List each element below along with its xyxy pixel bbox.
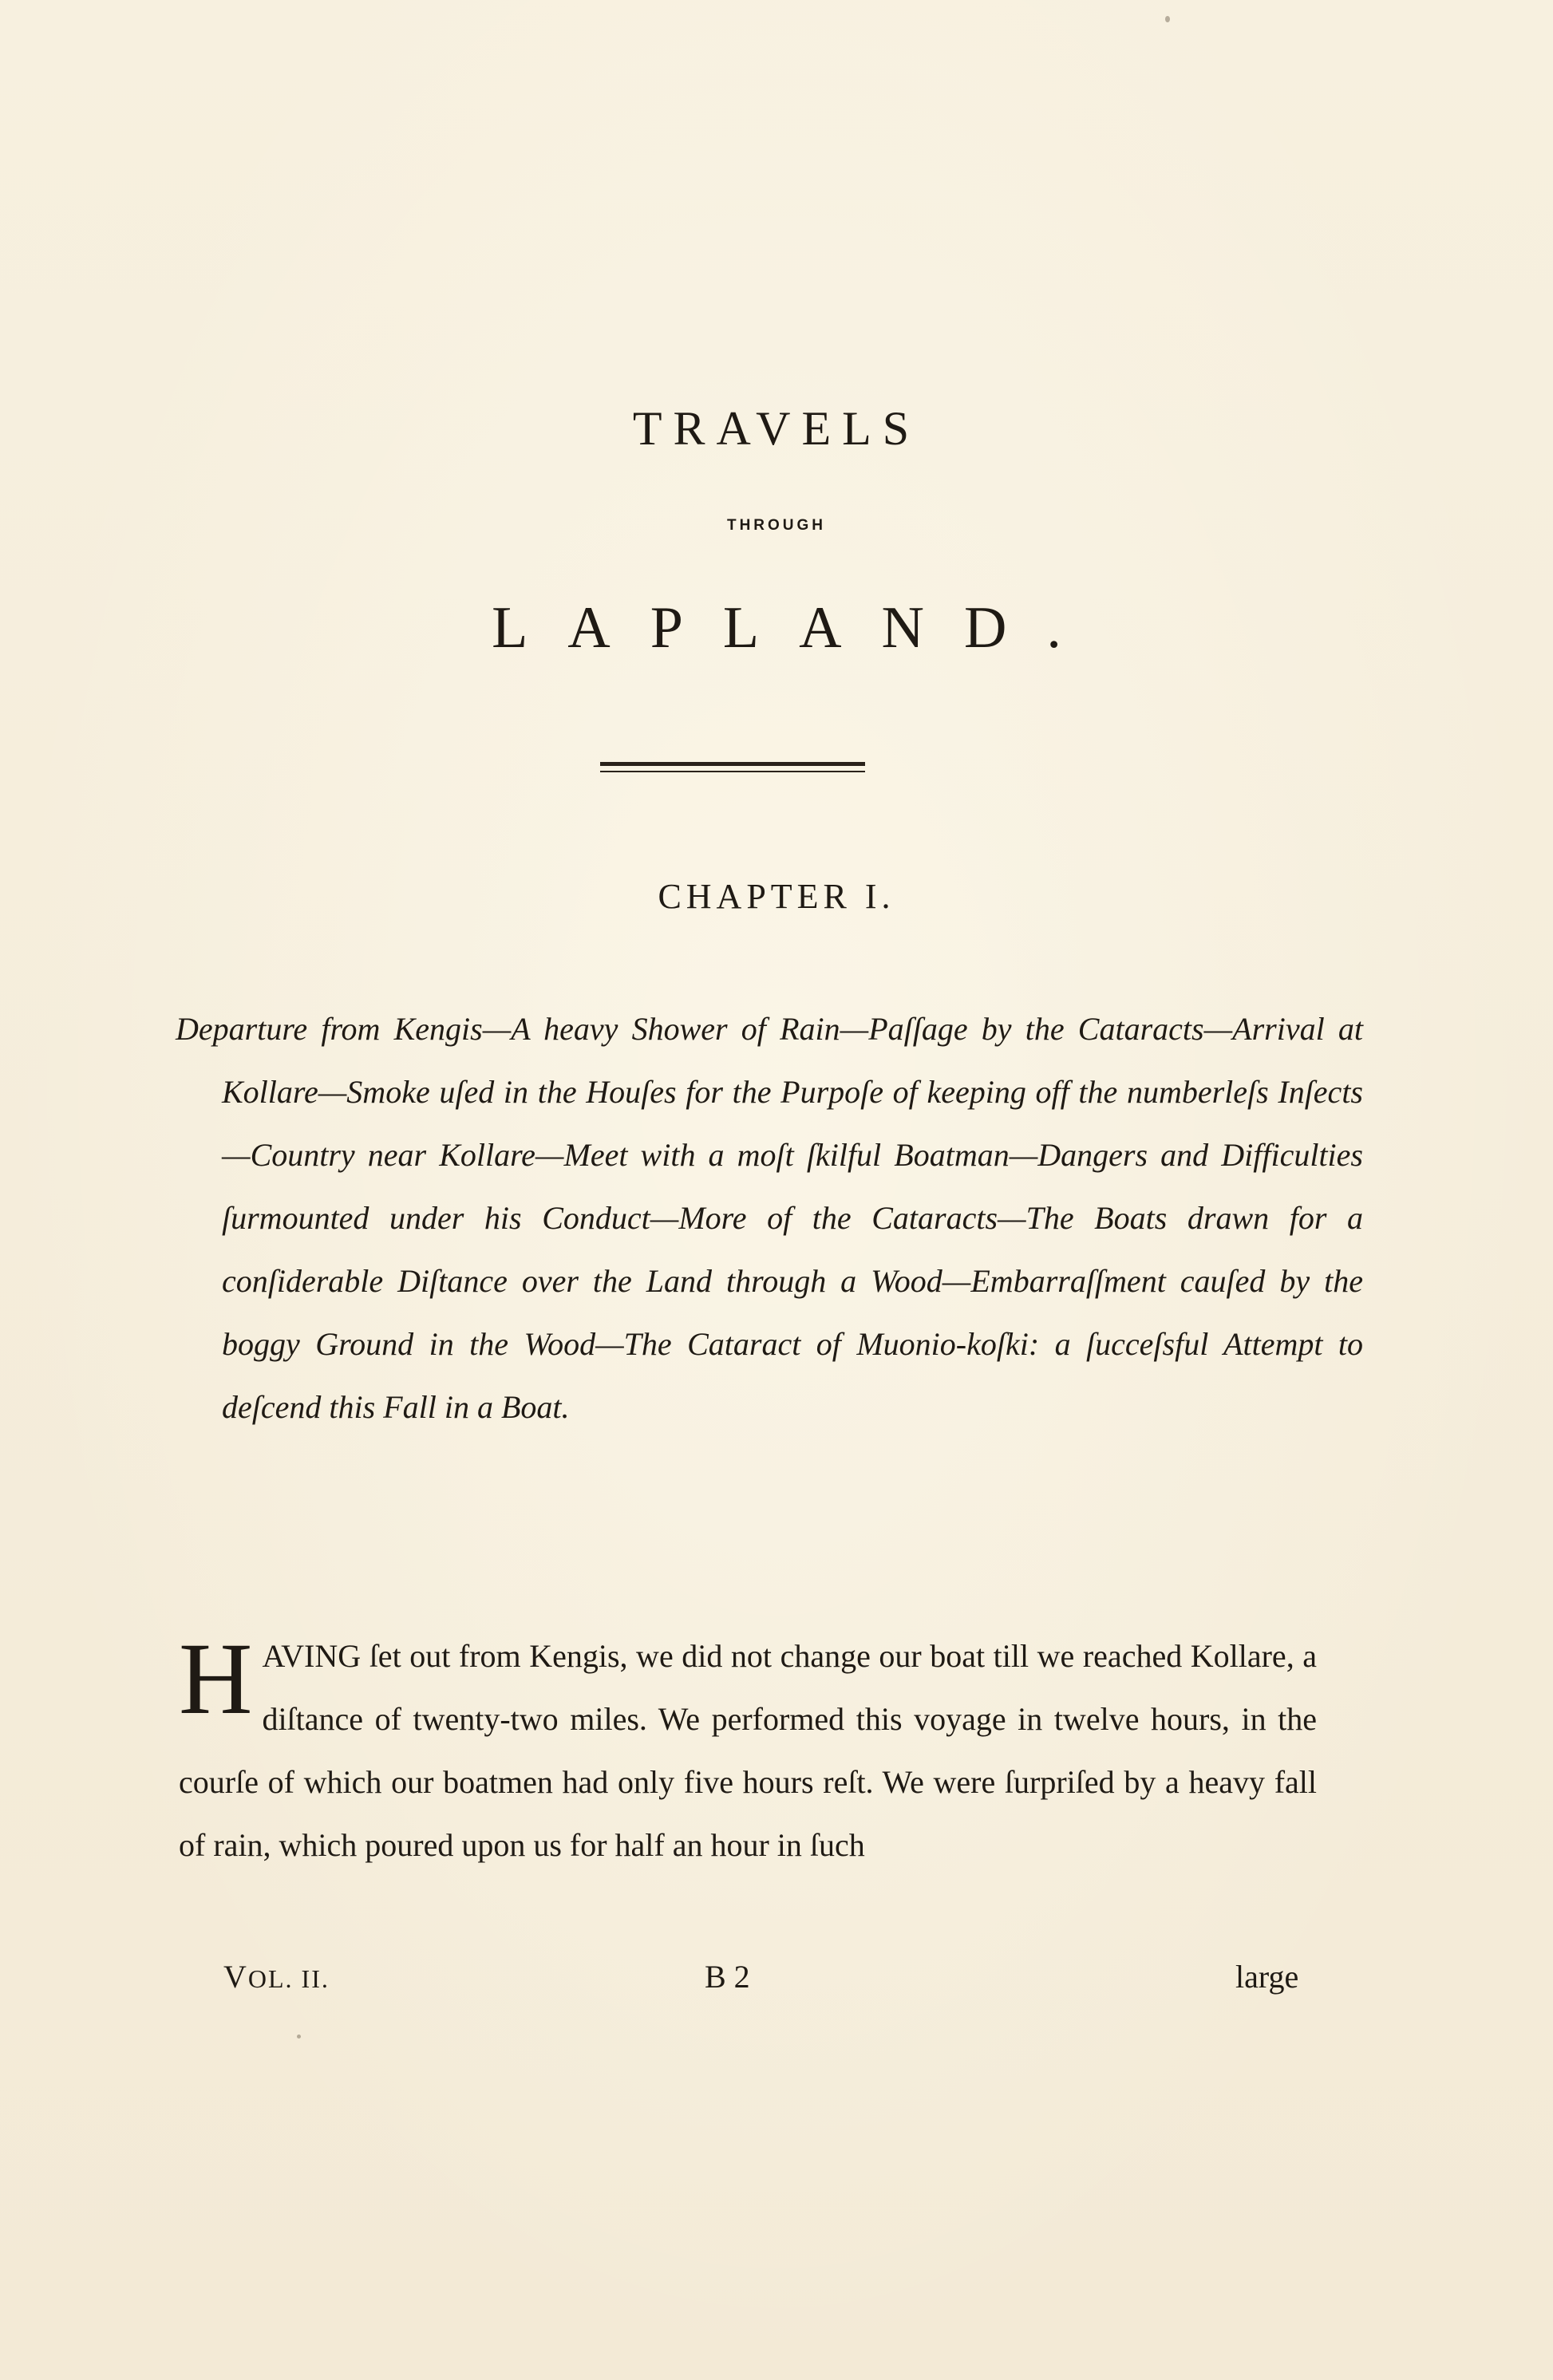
book-title: TRAVELS [632,402,921,455]
body-paragraph [179,1624,1317,1877]
title-rule-thin [600,771,865,772]
catchword: large [1235,1959,1299,1995]
chapter-heading: CHAPTER I. [658,877,895,916]
paper-speck [1165,16,1170,22]
title-rule-thick [600,762,865,766]
signature-mark: B 2 [705,1959,750,1995]
volume-initial: V [223,1959,248,1995]
volume-marker [223,1953,330,2003]
title-place: LAPLAND. [492,595,1101,661]
body-text: AVING ſet out from Kengis, we did not change our boat till we reached Kollare, a diſtance of twenty-two miles. We performed this voyage in twelve hours, in the courſe of which our boatmen had only five hours reſt. We were ſurpriſed by a heavy fall of rain, which poured upon us for half an hour in ſuch [179,1638,1317,1863]
drop-cap: H [179,1622,253,1735]
title-through: THROUGH [726,517,827,534]
chapter-summary: Departure from Kengis—A heavy Shower of Rain—Paſſage by the Cataracts—Arrival at Kollare—Smoke uſed in the Houſes for the Purpoſe of keeping off the numberleſs Inſects—Country near Kollare—Meet with a moſt ſkilful Boatman—Dangers and Difficulties ſurmounted under his Conduct—More of the Cataracts—The Boats drawn for a conſiderable Diſtance over the Land through a Wood—Embarraſſment cauſed by the boggy Ground in the Wood—The Cataract of Muonio-koſki: a ſucceſsful Attempt to deſcend this Fall in a Boat. [176,1011,1363,1425]
paper-speck [297,2035,301,2039]
volume-rest: OL. II. [247,1964,330,1993]
